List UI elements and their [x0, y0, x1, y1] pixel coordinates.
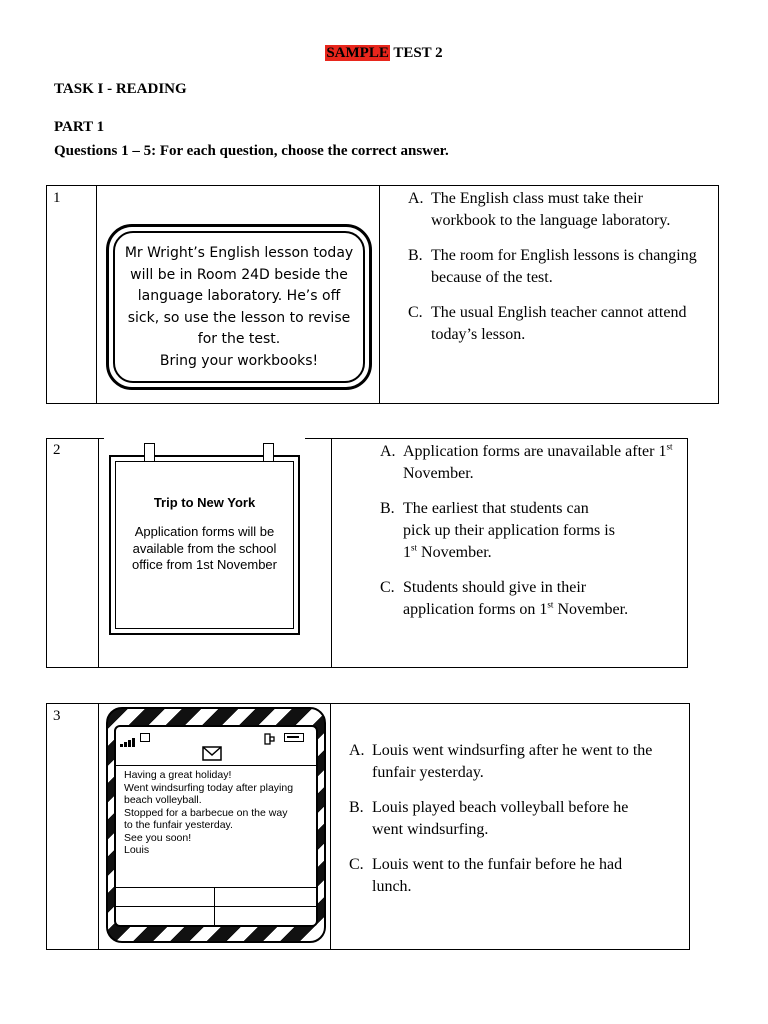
tape-right	[263, 443, 274, 462]
signal-icon	[120, 734, 136, 744]
question-1-box	[46, 185, 719, 404]
envelope-icon	[202, 745, 222, 761]
phone-screen	[114, 725, 318, 927]
task-heading: TASK I - READING	[54, 81, 187, 97]
battery-icon	[284, 733, 304, 742]
option-c[interactable]: C. Students should give in their application forms on 1st November.	[380, 579, 629, 618]
option-c[interactable]: C. The usual English teacher cannot attend today’s lesson.	[408, 304, 687, 343]
phone-icon	[264, 732, 276, 744]
notice-sign	[106, 224, 372, 390]
option-a[interactable]: A. Louis went windsurfing after he went to the funfair yesterday.	[349, 742, 653, 781]
question-3-box	[46, 703, 690, 950]
instructions: Questions 1 – 5: For each question, choose the correct answer.	[54, 143, 449, 159]
notice-text: Application forms will be available from the school office from 1st November	[132, 524, 277, 572]
question-number: 1	[53, 190, 61, 206]
notice-text: Mr Wright’s English lesson today will be in Room 24D beside the language laboratory. He’s off sick, so use the lesson to revise for the test. Bring your workbooks!	[124, 245, 354, 369]
option-a[interactable]: A. Application forms are unavailable after 1st November.	[380, 441, 673, 482]
phone-frame	[106, 707, 326, 943]
title-highlight: SAMPLE	[326, 45, 389, 61]
option-b[interactable]: B. Louis played beach volleyball before he went windsurfing.	[349, 799, 629, 838]
question-number: 3	[53, 708, 61, 724]
page-title	[0, 45, 768, 62]
options-list	[349, 740, 689, 911]
option-b[interactable]: B. The room for English lessons is changing because of the test.	[408, 247, 697, 286]
options-list	[408, 188, 708, 359]
option-a[interactable]: A. The English class must take their workbook to the language laboratory.	[408, 190, 671, 229]
option-b[interactable]: B. The earliest that students can pick up their application forms is 1st November.	[380, 500, 615, 561]
tape-left	[144, 443, 155, 462]
title-rest: TEST 2	[389, 45, 443, 61]
square-icon	[140, 733, 150, 742]
question-number: 2	[53, 442, 61, 458]
paper-notice	[109, 455, 300, 635]
option-c[interactable]: C. Louis went to the funfair before he had lunch.	[349, 856, 623, 895]
notice-title: Trip to New York	[153, 495, 256, 510]
part-heading: PART 1	[54, 119, 105, 135]
question-2-box	[46, 438, 688, 668]
options-list	[380, 441, 685, 634]
message-text: Having a great holiday! Went windsurfing today after playing beach volleyball. Stopped for a barbecue on the way to the funfair yesterday. See you soon! Louis	[124, 769, 294, 856]
